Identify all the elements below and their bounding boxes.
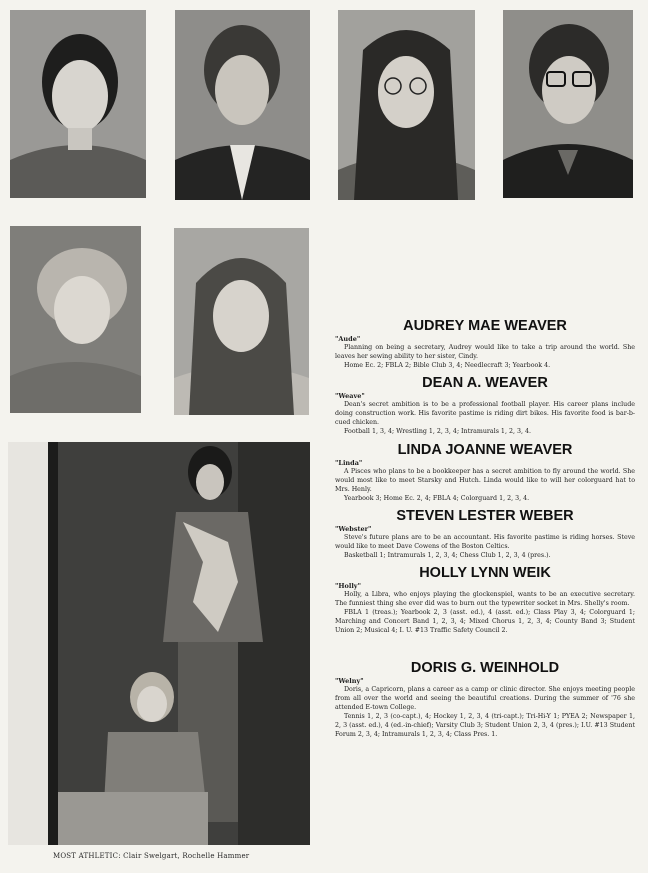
portrait-photo-6 <box>174 228 309 415</box>
photo-caption: MOST ATHLETIC: Clair Swelgart, Rochelle Hammer <box>53 852 250 860</box>
most-athletic-photo <box>8 442 310 845</box>
student-nickname: "Welny" <box>335 677 364 685</box>
student-activities: Football 1, 3, 4; Wrestling 1, 2, 3, 4; Intramurals 1, 2, 3, 4. <box>344 428 531 435</box>
student-description: A Pisces who plans to be a bookkeeper has a secret ambition to fly around the world. She would most like to meet Starsky and Hutch. Linda would like to will her colorguard hat to Mrs. Henly. <box>335 468 635 493</box>
student-name: AUDREY MAE WEAVER <box>403 318 567 334</box>
student-name: HOLLY LYNN WEIK <box>419 565 551 581</box>
student-nickname: "Webster" <box>335 525 372 533</box>
portrait-photo-3 <box>338 10 475 200</box>
student-name: STEVEN LESTER WEBER <box>396 508 574 524</box>
student-activities: FBLA 1 (treas.); Yearbook 2, 3 (asst. ed.), 4 (asst. ed.); Class Play 3, 4; Colorguard 1; Marching and Concert Band 1, 2, 3, 4; Mixed Chorus 1, 2, 3, 4; County Band 3; Student Union 2; Musical 4; I. U. #13 Traffic Safety Council 2. <box>335 609 635 634</box>
student-nickname: "Aude" <box>335 335 361 343</box>
portrait-photo-4 <box>503 10 633 198</box>
student-nickname: "Linda" <box>335 459 363 467</box>
portrait-photo-2 <box>175 10 310 200</box>
student-entry <box>335 442 635 503</box>
student-nickname: "Holly" <box>335 582 361 590</box>
student-entry <box>335 660 635 739</box>
portrait-photo-5 <box>10 226 141 413</box>
student-description: Doris, a Capricorn, plans a career as a camp or clinic director. She enjoys meeting people from all over the world and seeing the beautiful creations. During the summer of '76 she attended E-town College. <box>335 686 635 711</box>
student-name: DEAN A. WEAVER <box>422 375 548 391</box>
student-activities: Yearbook 3; Home Ec. 2, 4; FBLA 4; Colorguard 1, 2, 3, 4. <box>344 495 530 502</box>
student-activities: Tennis 1, 2, 3 (co-capt.), 4; Hockey 1, 2, 3, 4 (tri-capt.); Tri-Hi-Y 1; PYEA 2; Newspaper 1, 2, 3 (asst. ed.), 4 (ed.-in-chief); Varsity Club 3; Student Union 2, 3, 4 (pres.); I.U. #13 Student Forum 2, 3, 4; Intramurals 1, 2, 3, 4; Class Pres. 1. <box>335 713 635 738</box>
portrait-photo-1 <box>10 10 146 198</box>
student-description: Dean's secret ambition is to be a professional football player. His career plans include doing construction work. His favorite pastime is riding dirt bikes. His favorite food is bar-b-cued chicken. <box>335 401 635 426</box>
student-activities: Home Ec. 2; FBLA 2; Bible Club 3, 4; Needlecraft 3; Yearbook 4. <box>344 362 551 369</box>
student-description: Planning on being a secretary, Audrey would like to take a trip around the world. She leaves her sewing ability to her sister, Cindy. <box>335 344 635 360</box>
student-activities: Basketball 1; Intramurals 1, 2, 3, 4; Chess Club 1, 2, 3, 4 (pres.). <box>344 552 551 559</box>
student-nickname: "Weave" <box>335 392 365 400</box>
student-description: Holly, a Libra, who enjoys playing the glockenspiel, wants to be an executive secretary. The funniest thing she ever did was to burn out the typewriter socket in Mrs. Shelly's room. <box>335 591 635 607</box>
student-entry <box>335 508 635 560</box>
student-entry <box>335 565 635 635</box>
student-entry <box>335 318 635 370</box>
student-entry <box>335 375 635 436</box>
student-name: LINDA JOANNE WEAVER <box>397 442 573 458</box>
student-description: Steve's future plans are to be an accountant. His favorite pastime is riding horses. Steve would like to meet Dave Cowens of the Boston Celtics. <box>335 534 635 550</box>
student-name: DORIS G. WEINHOLD <box>410 660 560 676</box>
